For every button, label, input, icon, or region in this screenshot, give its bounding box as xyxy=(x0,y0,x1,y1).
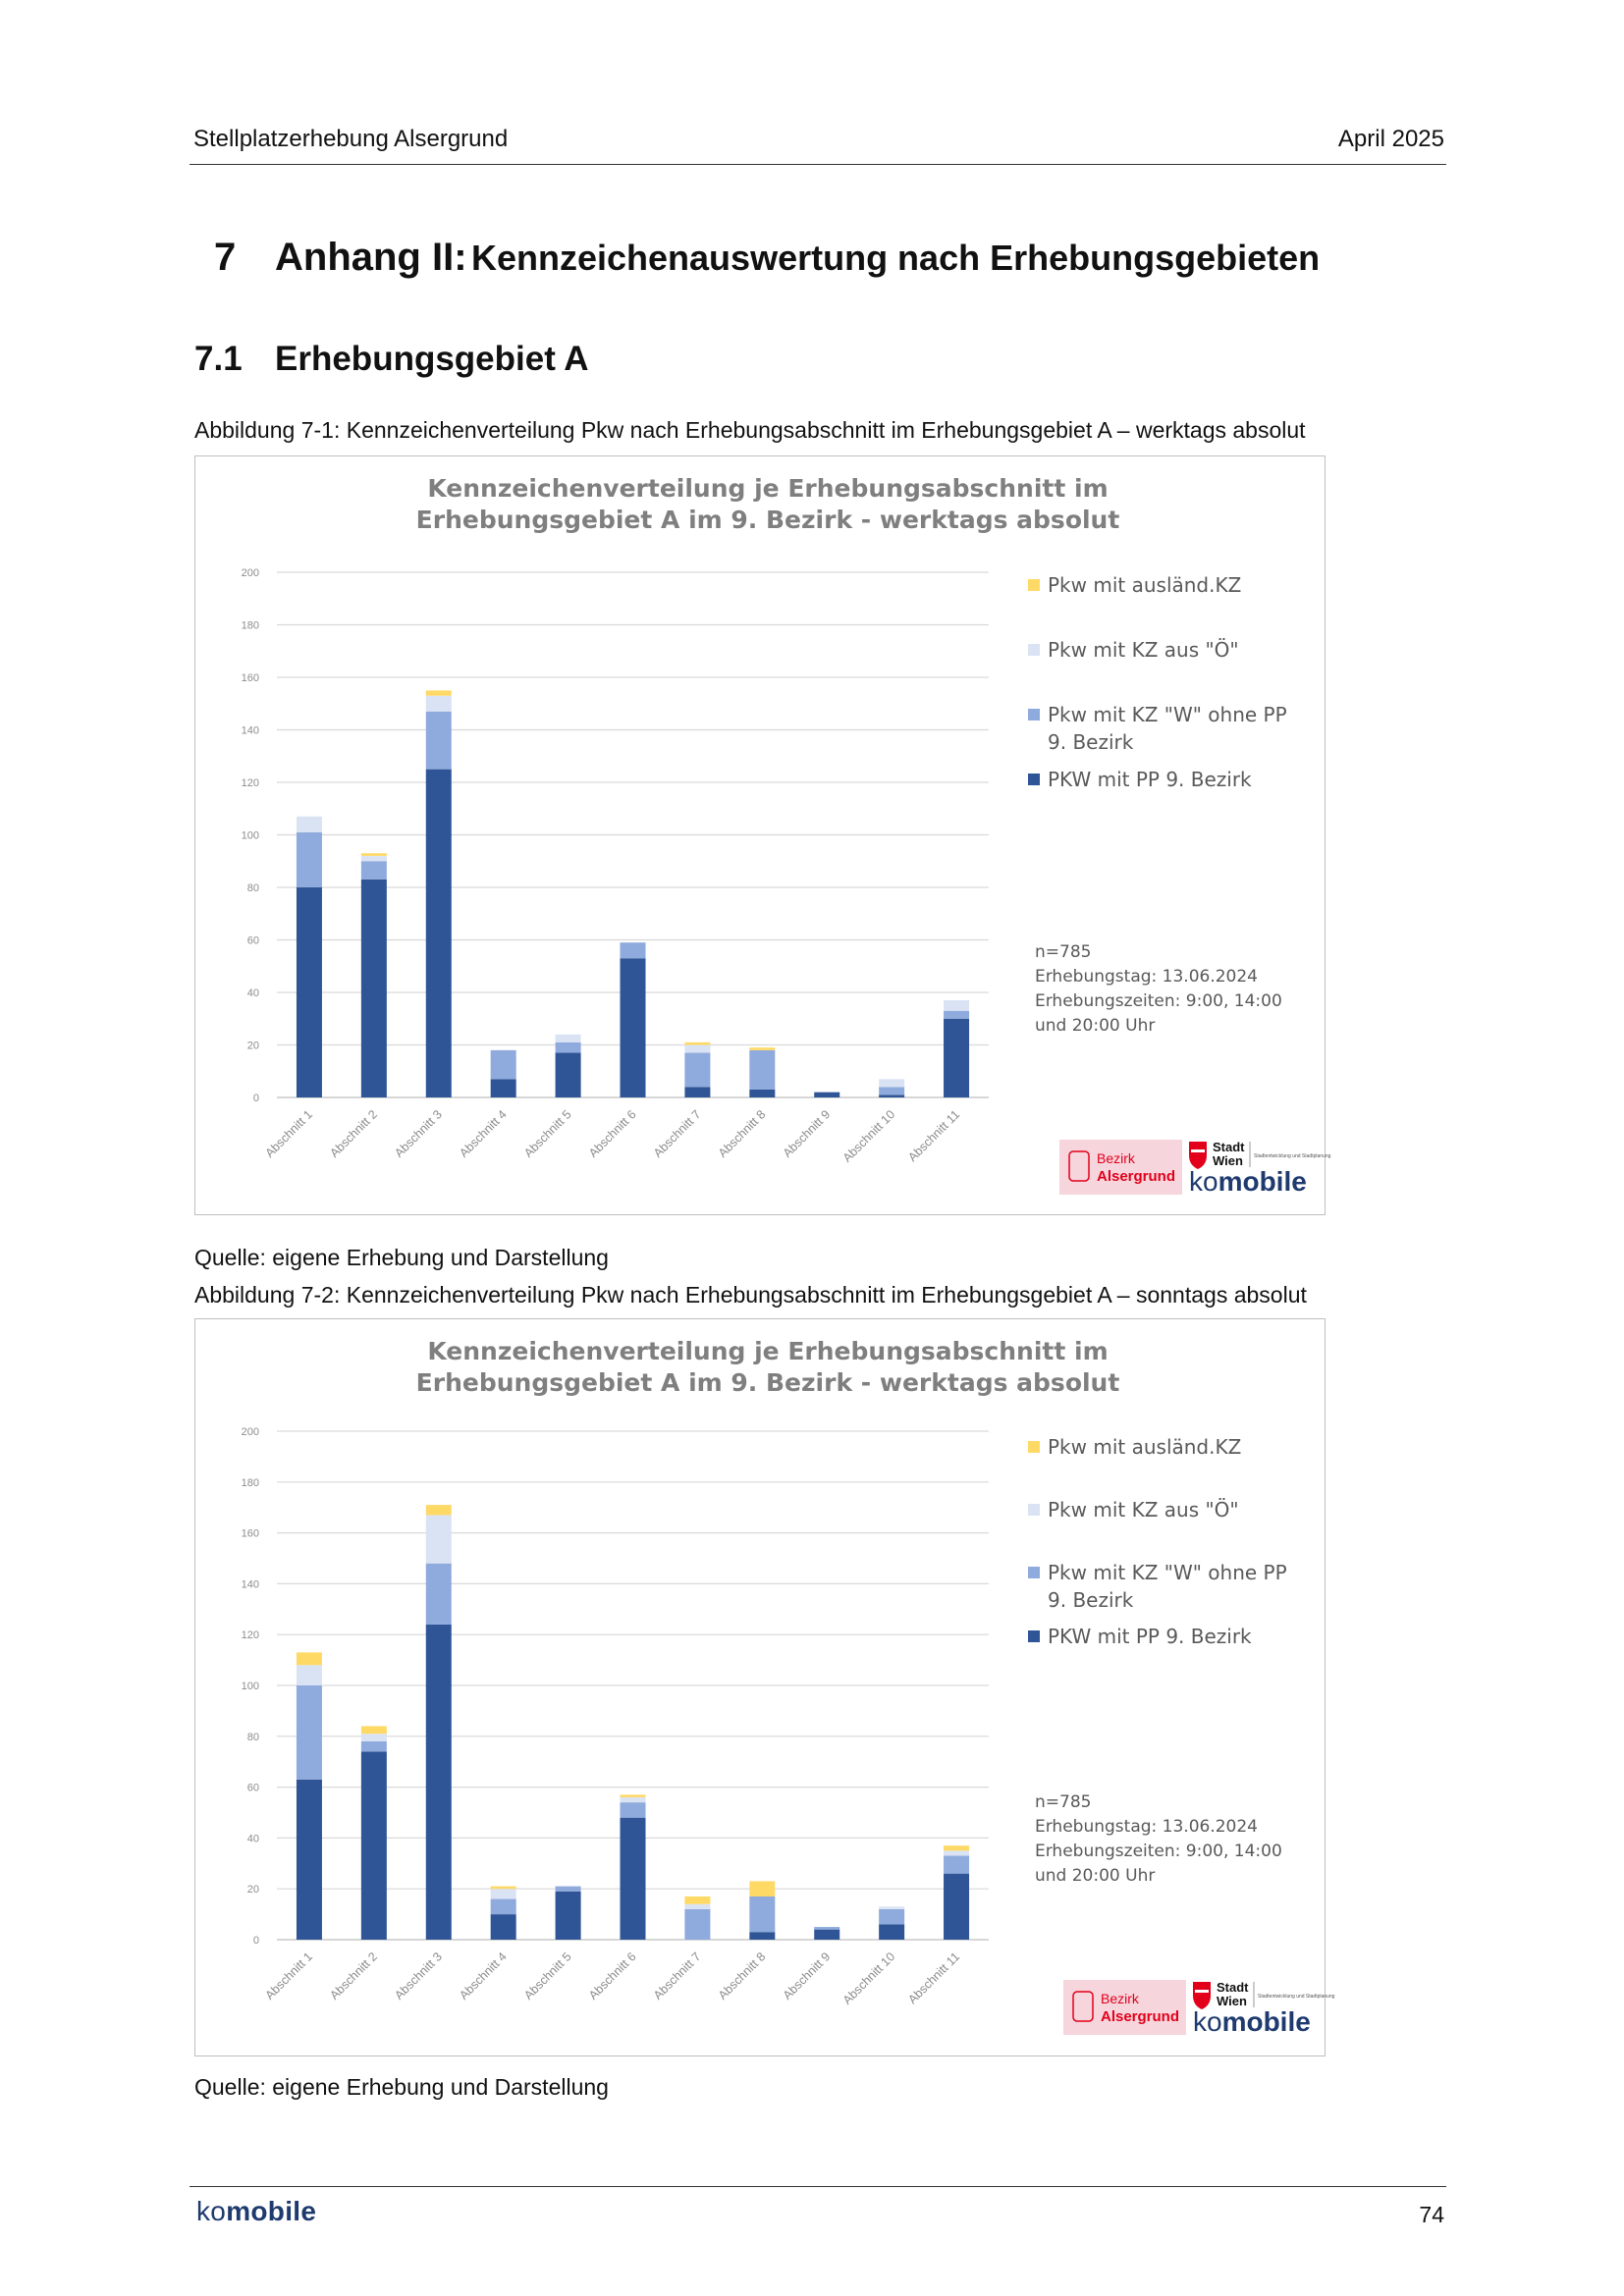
bar-segment xyxy=(426,1505,452,1515)
header-divider xyxy=(189,164,1446,165)
x-tick-label: Abschnitt 5 xyxy=(521,1949,574,2002)
y-tick-label: 140 xyxy=(241,724,259,737)
bar-segment xyxy=(814,1930,839,1940)
bar-segment xyxy=(297,832,322,887)
chart-1-svg xyxy=(195,456,1331,1214)
bar-segment xyxy=(361,1726,387,1734)
bar-segment xyxy=(426,696,452,712)
bar-segment xyxy=(491,1887,516,1890)
bar-segment xyxy=(556,1042,581,1053)
bar-segment xyxy=(297,1665,322,1685)
bar-segment xyxy=(749,1932,775,1940)
bar-segment xyxy=(361,853,387,856)
bar-segment xyxy=(879,1906,904,1909)
chart-annotation-line: und 20:00 Uhr xyxy=(1035,1016,1156,1036)
footer-logo-mobile: mobile xyxy=(226,2196,317,2226)
bar-segment xyxy=(361,1734,387,1741)
stadt-wien-line2: Wien xyxy=(1213,1153,1243,1168)
section-number: 7 xyxy=(214,236,237,279)
komobile-ko: ko xyxy=(1193,2006,1222,2037)
chart-2-svg xyxy=(195,1319,1335,2056)
bar-segment xyxy=(684,1904,710,1909)
legend-label: Pkw mit KZ "W" ohne PP xyxy=(1048,1561,1287,1584)
bar-segment xyxy=(944,1019,969,1097)
bar-segment xyxy=(426,690,452,695)
y-tick-label: 180 xyxy=(241,619,259,632)
x-tick-label: Abschnitt 3 xyxy=(392,1949,445,2002)
wien-shield-bar xyxy=(1191,1149,1205,1152)
bar-segment xyxy=(426,1625,452,1940)
legend-swatch xyxy=(1028,1441,1040,1453)
subsection-number: 7.1 xyxy=(194,340,243,378)
section-title: Kennzeichenauswertung nach Erhebungsgebieten xyxy=(470,238,1321,278)
bar-segment xyxy=(361,1751,387,1940)
legend-swatch xyxy=(1028,1504,1040,1516)
bar-segment xyxy=(879,1924,904,1940)
legend-label: PKW mit PP 9. Bezirk xyxy=(1048,1625,1252,1648)
bar-segment xyxy=(814,1927,839,1930)
bar-segment xyxy=(944,1011,969,1019)
running-header-title: Stellplatzerhebung Alsergrund xyxy=(193,126,509,152)
wien-shield-icon xyxy=(1193,1982,1211,2009)
y-tick-label: 120 xyxy=(241,1629,259,1642)
wien-shield-bar xyxy=(1195,1990,1209,1993)
bezirk-logo-background xyxy=(1059,1140,1182,1195)
bar-segment xyxy=(879,1087,904,1095)
x-tick-label: Abschnitt 4 xyxy=(457,1949,510,2002)
footer-divider xyxy=(189,2186,1446,2187)
bar-segment xyxy=(749,1090,775,1097)
bar-segment xyxy=(879,1095,904,1097)
bezirk-logo-line2: Alsergrund xyxy=(1097,1168,1176,1185)
y-tick-label: 200 xyxy=(241,1426,259,1438)
x-tick-label: Abschnitt 9 xyxy=(780,1949,834,2002)
y-tick-label: 160 xyxy=(241,672,259,684)
bar-segment xyxy=(361,861,387,880)
bar-segment xyxy=(749,1881,775,1896)
bar-segment xyxy=(749,1050,775,1090)
legend-swatch xyxy=(1028,774,1040,785)
running-header-date: April 2025 xyxy=(1337,126,1444,152)
komobile-mobile: mobile xyxy=(1218,1166,1307,1197)
x-tick-label: Abschnitt 2 xyxy=(327,1107,380,1160)
bar-segment xyxy=(556,1053,581,1097)
figure-1-source: Quelle: eigene Erhebung und Darstellung xyxy=(194,1245,609,1270)
figure-1-caption: Abbildung 7-1: Kennzeichenverteilung Pkw nach Erhebungsabschnitt im Erhebungsgebiet A – werktags absolut xyxy=(194,417,1306,443)
bar-segment xyxy=(491,1079,516,1097)
bar-segment xyxy=(879,1079,904,1087)
bezirk-logo-line2: Alsergrund xyxy=(1101,2008,1180,2025)
komobile-chart-logo xyxy=(1193,2006,1311,2037)
y-tick-label: 180 xyxy=(241,1476,259,1489)
bar-segment xyxy=(749,1896,775,1932)
legend-label: 9. Bezirk xyxy=(1048,730,1134,754)
y-tick-label: 60 xyxy=(246,1782,259,1794)
chart-annotation-line: Erhebungstag: 13.06.2024 xyxy=(1035,967,1258,987)
section-heading xyxy=(214,236,1320,280)
chart-annotation-line: n=785 xyxy=(1035,1792,1092,1812)
komobile-footer-logo xyxy=(196,2196,316,2227)
bar-segment xyxy=(621,942,646,958)
bar-segment xyxy=(556,1035,581,1042)
y-tick-label: 80 xyxy=(246,1731,259,1743)
bar-segment xyxy=(556,1887,581,1892)
footer-logo-ko: ko xyxy=(196,2196,227,2226)
stadt-wien-dept: Stadtentwicklung und Stadtplanung xyxy=(1258,1994,1335,2000)
bar-segment xyxy=(879,1909,904,1925)
logo-bar xyxy=(1063,1980,1335,2037)
bar-segment xyxy=(684,1087,710,1097)
x-tick-label: Abschnitt 11 xyxy=(905,1107,963,1165)
bar-segment xyxy=(684,1909,710,1940)
bar-segment xyxy=(944,1845,969,1850)
x-tick-label: Abschnitt 5 xyxy=(521,1107,574,1160)
legend-label: Pkw mit KZ "W" ohne PP xyxy=(1048,703,1287,726)
stadt-wien-dept: Stadtentwicklung und Stadtplanung xyxy=(1254,1153,1331,1159)
chart-annotation-line: Erhebungszeiten: 9:00, 14:00 xyxy=(1035,1842,1282,1861)
bar-segment xyxy=(814,1093,839,1097)
legend-label: Pkw mit KZ aus "Ö" xyxy=(1048,638,1239,662)
bar-segment xyxy=(426,770,452,1097)
y-tick-label: 100 xyxy=(241,829,259,842)
figure-2-chart xyxy=(194,1318,1335,2056)
wien-shield-icon xyxy=(1189,1142,1207,1169)
subsection-title: Erhebungsgebiet A xyxy=(275,340,589,378)
bezirk-logo-line1: Bezirk xyxy=(1097,1150,1135,1166)
bar-segment xyxy=(749,1047,775,1050)
figure-2-source: Quelle: eigene Erhebung und Darstellung xyxy=(194,2074,609,2100)
x-tick-label: Abschnitt 4 xyxy=(457,1107,510,1160)
subsection-heading xyxy=(194,340,589,379)
bar-segment xyxy=(361,856,387,861)
bar-segment xyxy=(621,958,646,1097)
bar-segment xyxy=(944,1850,969,1855)
legend-swatch xyxy=(1028,644,1040,656)
y-tick-label: 100 xyxy=(241,1681,259,1692)
x-tick-label: Abschnitt 10 xyxy=(839,1107,898,1165)
bar-segment xyxy=(684,1042,710,1045)
x-tick-label: Abschnitt 9 xyxy=(780,1107,834,1160)
y-tick-label: 0 xyxy=(252,1093,259,1104)
y-tick-label: 120 xyxy=(241,777,259,789)
chart-annotation-line: und 20:00 Uhr xyxy=(1035,1866,1156,1886)
figure-2-caption: Abbildung 7-2: Kennzeichenverteilung Pkw nach Erhebungsabschnitt im Erhebungsgebiet A – sonntags absolut xyxy=(194,1282,1307,1308)
x-tick-label: Abschnitt 7 xyxy=(650,1949,704,2002)
bar-segment xyxy=(621,1802,646,1818)
bezirk-logo-line1: Bezirk xyxy=(1101,1991,1139,2006)
x-tick-label: Abschnitt 1 xyxy=(262,1949,316,2002)
bar-segment xyxy=(621,1818,646,1940)
chart-annotation-line: Erhebungszeiten: 9:00, 14:00 xyxy=(1035,991,1282,1011)
bar-segment xyxy=(426,712,452,770)
bezirk-logo-background xyxy=(1063,1980,1186,2035)
y-tick-label: 20 xyxy=(246,1884,259,1896)
figure-1-chart xyxy=(194,455,1331,1215)
x-tick-label: Abschnitt 6 xyxy=(585,1949,639,2002)
x-tick-label: Abschnitt 3 xyxy=(392,1107,445,1160)
bar-segment xyxy=(684,1045,710,1053)
x-tick-label: Abschnitt 8 xyxy=(715,1107,769,1160)
chart-annotation-line: n=785 xyxy=(1035,942,1092,962)
x-tick-label: Abschnitt 11 xyxy=(905,1949,963,2007)
x-tick-label: Abschnitt 2 xyxy=(327,1949,380,2002)
bar-segment xyxy=(426,1515,452,1563)
legend-label: PKW mit PP 9. Bezirk xyxy=(1048,768,1252,791)
chart-title-line: Kennzeichenverteilung je Erhebungsabschnitt im xyxy=(427,1337,1109,1365)
bar-segment xyxy=(621,1794,646,1797)
bar-segment xyxy=(297,887,322,1097)
komobile-ko: ko xyxy=(1189,1166,1218,1197)
stadt-wien-line1: Stadt xyxy=(1213,1140,1245,1154)
x-tick-label: Abschnitt 6 xyxy=(585,1107,639,1160)
bar-segment xyxy=(297,1685,322,1780)
y-tick-label: 160 xyxy=(241,1527,259,1540)
bar-segment xyxy=(621,1797,646,1802)
bar-segment xyxy=(491,1914,516,1940)
y-tick-label: 80 xyxy=(246,882,259,894)
legend-label: Pkw mit KZ aus "Ö" xyxy=(1048,1498,1239,1522)
bar-segment xyxy=(491,1889,516,1898)
bar-segment xyxy=(556,1892,581,1940)
komobile-mobile: mobile xyxy=(1221,2006,1311,2037)
legend-label: 9. Bezirk xyxy=(1048,1588,1134,1612)
x-tick-label: Abschnitt 8 xyxy=(715,1949,769,2002)
x-tick-label: Abschnitt 1 xyxy=(262,1107,316,1160)
bar-segment xyxy=(361,880,387,1097)
bar-segment xyxy=(426,1564,452,1625)
section-lead: Anhang II: xyxy=(275,236,467,279)
chart-title-line: Kennzeichenverteilung je Erhebungsabschnitt im xyxy=(427,474,1109,503)
legend-swatch xyxy=(1028,709,1040,721)
bar-segment xyxy=(491,1899,516,1915)
x-tick-label: Abschnitt 7 xyxy=(650,1107,704,1160)
y-tick-label: 60 xyxy=(246,934,259,947)
stadt-wien-line1: Stadt xyxy=(1217,1980,1249,1995)
y-tick-label: 140 xyxy=(241,1578,259,1591)
y-tick-label: 0 xyxy=(252,1935,259,1947)
legend-label: Pkw mit ausländ.KZ xyxy=(1048,1435,1242,1459)
bar-segment xyxy=(684,1896,710,1904)
logo-bar xyxy=(1059,1140,1331,1197)
legend-swatch xyxy=(1028,1630,1040,1642)
y-tick-label: 20 xyxy=(246,1040,259,1052)
chart-title-line: Erhebungsgebiet A im 9. Bezirk - werktags absolut xyxy=(415,506,1120,534)
y-tick-label: 200 xyxy=(241,567,259,579)
page-number: 74 xyxy=(1419,2202,1444,2227)
bar-segment xyxy=(361,1741,387,1751)
stadt-wien-line2: Wien xyxy=(1217,1994,1247,2008)
legend-swatch xyxy=(1028,579,1040,591)
chart-annotation-line: Erhebungstag: 13.06.2024 xyxy=(1035,1817,1258,1837)
bar-segment xyxy=(491,1050,516,1079)
y-tick-label: 40 xyxy=(246,988,259,999)
bar-segment xyxy=(944,1874,969,1940)
bar-segment xyxy=(297,817,322,832)
y-tick-label: 40 xyxy=(246,1833,259,1845)
bar-segment xyxy=(297,1652,322,1665)
chart-title-line: Erhebungsgebiet A im 9. Bezirk - werktags absolut xyxy=(415,1368,1120,1397)
bar-segment xyxy=(944,1000,969,1011)
legend-swatch xyxy=(1028,1567,1040,1578)
x-tick-label: Abschnitt 10 xyxy=(839,1949,898,2007)
bar-segment xyxy=(944,1856,969,1874)
legend-label: Pkw mit ausländ.KZ xyxy=(1048,573,1242,597)
bar-segment xyxy=(684,1053,710,1088)
komobile-chart-logo xyxy=(1189,1166,1307,1197)
bar-segment xyxy=(297,1780,322,1940)
